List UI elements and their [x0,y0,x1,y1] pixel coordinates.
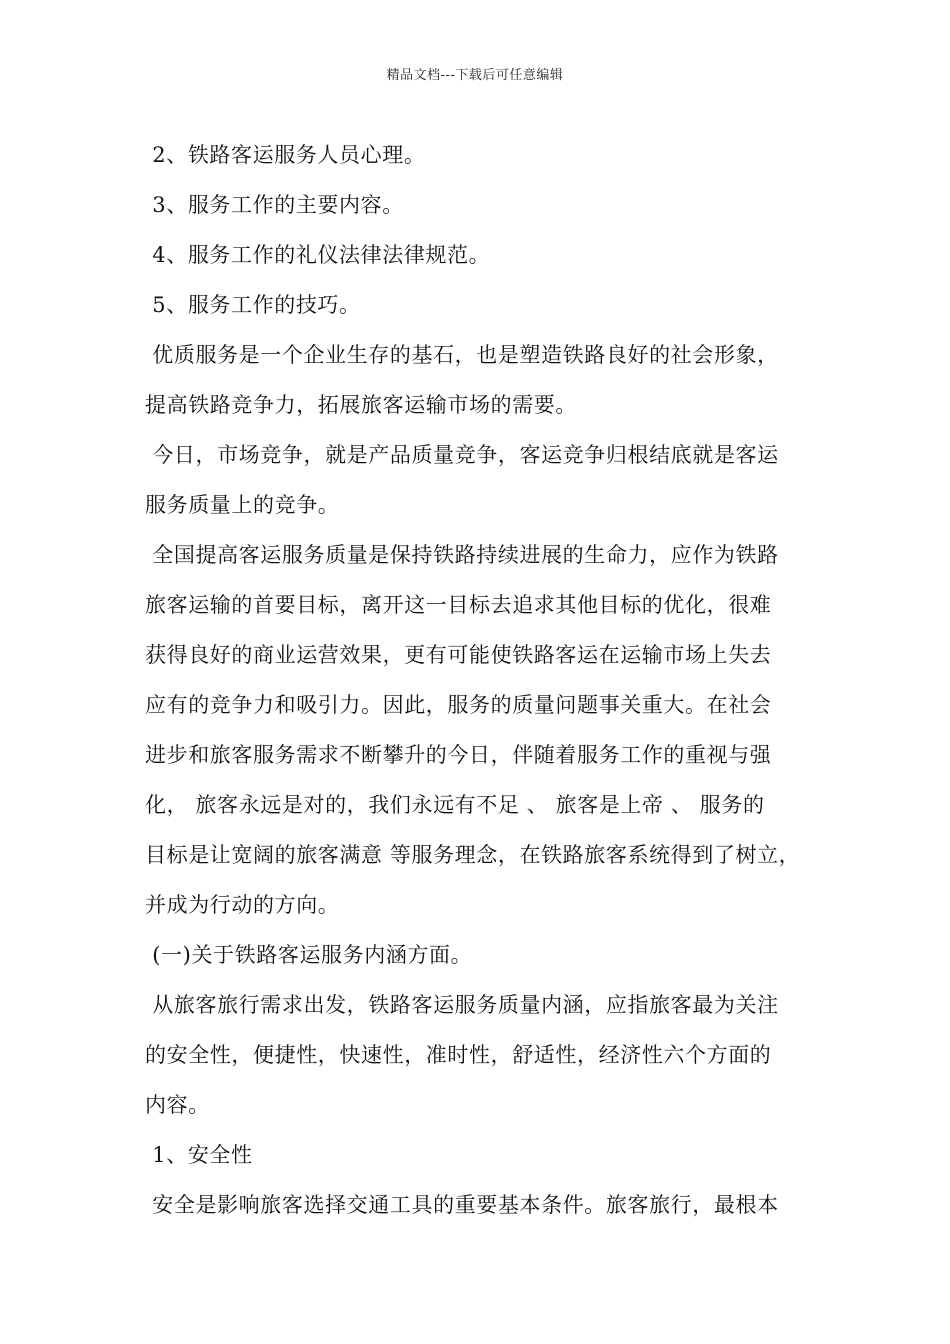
text-line: 1、安全性 [145,1143,253,1167]
text-line: 全国提高客运服务质量是保持铁路持续进展的生命力，应作为铁路 [145,543,779,567]
text-line: 5、服务工作的技巧。 [145,293,361,317]
text-line: 获得良好的商业运营效果，更有可能使铁路客运在运输市场上失去 [145,643,772,667]
text-line: 安全是影响旅客选择交通工具的重要基本条件。旅客旅行，最根本 [145,1193,779,1217]
text-line: 优质服务是一个企业生存的基石，也是塑造铁路良好的社会形象， [145,343,779,367]
document-body [145,130,825,1230]
text-line: 的安全性，便捷性，快速性，准时性，舒适性，经济性六个方面的 [145,1043,772,1067]
text-line: (一)关于铁路客运服务内涵方面。 [145,943,473,967]
text-line: 提高铁路竞争力，拓展旅客运输市场的需要。 [145,393,577,417]
text-line: 服务质量上的竞争。 [145,493,340,517]
text-line: 从旅客旅行需求出发，铁路客运服务质量内涵，应指旅客最为关注 [145,993,779,1017]
text-line: 进步和旅客服务需求不断攀升的今日，伴随着服务工作的重视与强 [145,743,772,767]
text-line: 旅客运输的首要目标，离开这一目标去追求其他目标的优化，很难 [145,593,772,617]
text-line: 4、服务工作的礼仪法律法律规范。 [145,243,491,267]
text-line: 今日，市场竞争，就是产品质量竞争，客运竞争归根结底就是客运 [145,443,779,467]
text-line: 化， 旅客永远是对的，我们永远有不足 、 旅客是上帝 、 服务的 [145,793,765,817]
text-line: 内容。 [145,1093,210,1117]
text-line: 2、铁路客运服务人员心理。 [145,143,426,167]
text-line: 应有的竞争力和吸引力。因此，服务的质量问题事关重大。在社会 [145,693,772,717]
text-line: 3、服务工作的主要内容。 [145,193,404,217]
page-header: 精品文档---下载后可任意编辑 [386,68,564,83]
text-line: 目标是让宽阔的旅客满意 等服务理念，在铁路旅客系统得到了树立， [145,843,801,867]
text-line: 并成为行动的方向。 [145,893,340,917]
